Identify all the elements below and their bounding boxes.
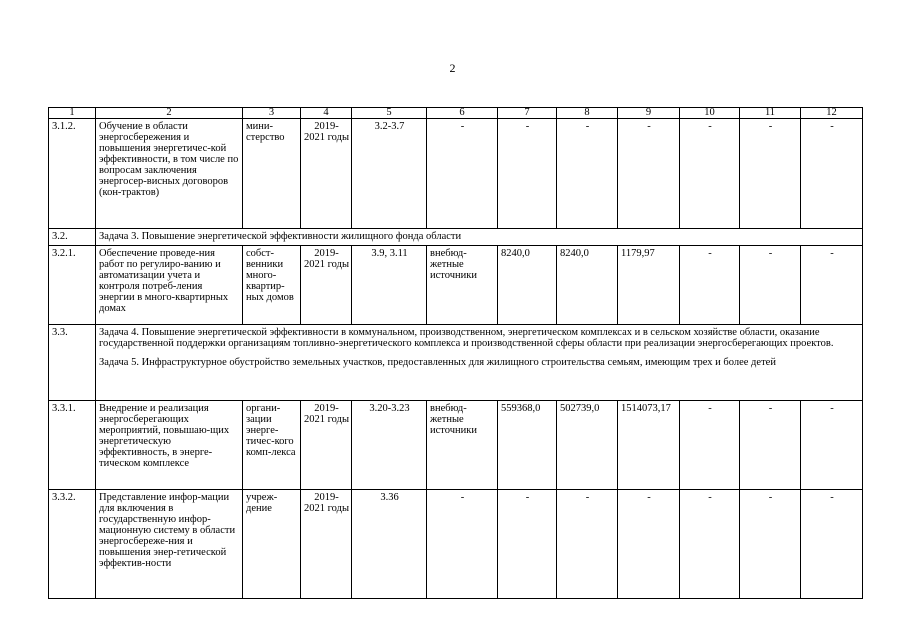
value-col-11: - <box>740 401 801 490</box>
table-row-3-2 <box>49 229 863 246</box>
value-col-8: - <box>557 490 618 599</box>
page-number: 2 <box>449 61 456 75</box>
value-col-12: - <box>801 246 863 325</box>
program-table <box>48 107 863 599</box>
column-header: 4 <box>301 108 352 119</box>
value-col-7: - <box>498 119 557 229</box>
period: 2019-2021 годы <box>301 490 352 599</box>
value-col-7: 8240,0 <box>498 246 557 325</box>
executor: собст-венники много-квартир-ных домов <box>243 246 301 325</box>
column-header: 10 <box>680 108 740 119</box>
value-col-10: - <box>680 401 740 490</box>
measure-name: Внедрение и реализация энергосберегающих мероприятий, повышаю-щих энергетическую эффективность, в энерге-тическом комплексе <box>96 401 243 490</box>
period: 2019-2021 годы <box>301 246 352 325</box>
value-col-7: - <box>498 490 557 599</box>
row-number: 3.3.1. <box>49 401 96 490</box>
value-col-10: - <box>680 246 740 325</box>
row-number: 3.2. <box>49 229 96 246</box>
column-header: 8 <box>557 108 618 119</box>
task-4-heading: Задача 4. Повышение энергетической эффективности в коммунальном, производственном, энергетическом комплексах и в сельском хозяйстве области, оказание государственной поддержки организациям топливно-энергетического комплекса и производственной сферы области при реализации энергосберегающих проектов. <box>99 327 834 349</box>
column-header: 6 <box>427 108 498 119</box>
indicators: 3.2-3.7 <box>352 119 427 229</box>
period: 2019-2021 годы <box>301 401 352 490</box>
funding-source: внебюд-жетные источники <box>427 401 498 490</box>
task-heading: Задача 3. Повышение энергетической эффективности жилищного фонда области <box>96 229 863 246</box>
column-header: 3 <box>243 108 301 119</box>
value-col-9: - <box>618 119 680 229</box>
indicators: 3.9, 3.11 <box>352 246 427 325</box>
funding-source: - <box>427 119 498 229</box>
value-col-9: 1514073,17 <box>618 401 680 490</box>
value-col-8: 8240,0 <box>557 246 618 325</box>
task-5-heading: Задача 5. Инфраструктурное обустройство земельных участков, предоставленных для жилищного строительства семьям, имеющим трех и более детей <box>99 357 776 368</box>
measure-name: Обучение в области энергосбережения и повышения энергетичес-кой эффективности, в том числе по вопросам заключения энергосер-висных договоров (кон-трактов) <box>96 119 243 229</box>
column-header: 5 <box>352 108 427 119</box>
row-number: 3.3.2. <box>49 490 96 599</box>
column-header: 12 <box>801 108 863 119</box>
executor: учреж-дение <box>243 490 301 599</box>
row-number: 3.2.1. <box>49 246 96 325</box>
executor: мини-стерство <box>243 119 301 229</box>
value-col-11: - <box>740 246 801 325</box>
period: 2019-2021 годы <box>301 119 352 229</box>
value-col-10: - <box>680 119 740 229</box>
column-header: 1 <box>49 108 96 119</box>
value-col-11: - <box>740 119 801 229</box>
table-row-3-2-1 <box>49 246 863 325</box>
measure-name: Представление инфор-мации для включения в государственную инфор-мационную систему в области энергосбереже-ния и повышения энер-гетической эффектив-ности <box>96 490 243 599</box>
column-header: 9 <box>618 108 680 119</box>
value-col-9: 1179,97 <box>618 246 680 325</box>
indicators: 3.20-3.23 <box>352 401 427 490</box>
column-header: 11 <box>740 108 801 119</box>
measure-name: Обеспечение проведе-ния работ по регулиро-ванию и автоматизации учета и контроля потреб-ления энергии в много-квартирных домах <box>96 246 243 325</box>
value-col-12: - <box>801 119 863 229</box>
column-header: 7 <box>498 108 557 119</box>
value-col-11: - <box>740 490 801 599</box>
table-row-3-3 <box>49 325 863 401</box>
value-col-7: 559368,0 <box>498 401 557 490</box>
task-heading-cell <box>96 325 863 401</box>
table-row-3-1-2 <box>49 119 863 229</box>
executor: органи-зации энерге-тичес-кого комп-лекса <box>243 401 301 490</box>
header-row <box>49 108 863 119</box>
row-number: 3.1.2. <box>49 119 96 229</box>
funding-source: - <box>427 490 498 599</box>
funding-source: внебюд-жетные источники <box>427 246 498 325</box>
value-col-8: 502739,0 <box>557 401 618 490</box>
value-col-8: - <box>557 119 618 229</box>
column-header: 2 <box>96 108 243 119</box>
value-col-10: - <box>680 490 740 599</box>
value-col-12: - <box>801 401 863 490</box>
value-col-9: - <box>618 490 680 599</box>
table-row-3-3-1 <box>49 401 863 490</box>
table-row-3-3-2 <box>49 490 863 599</box>
row-number: 3.3. <box>49 325 96 401</box>
indicators: 3.36 <box>352 490 427 599</box>
value-col-12: - <box>801 490 863 599</box>
